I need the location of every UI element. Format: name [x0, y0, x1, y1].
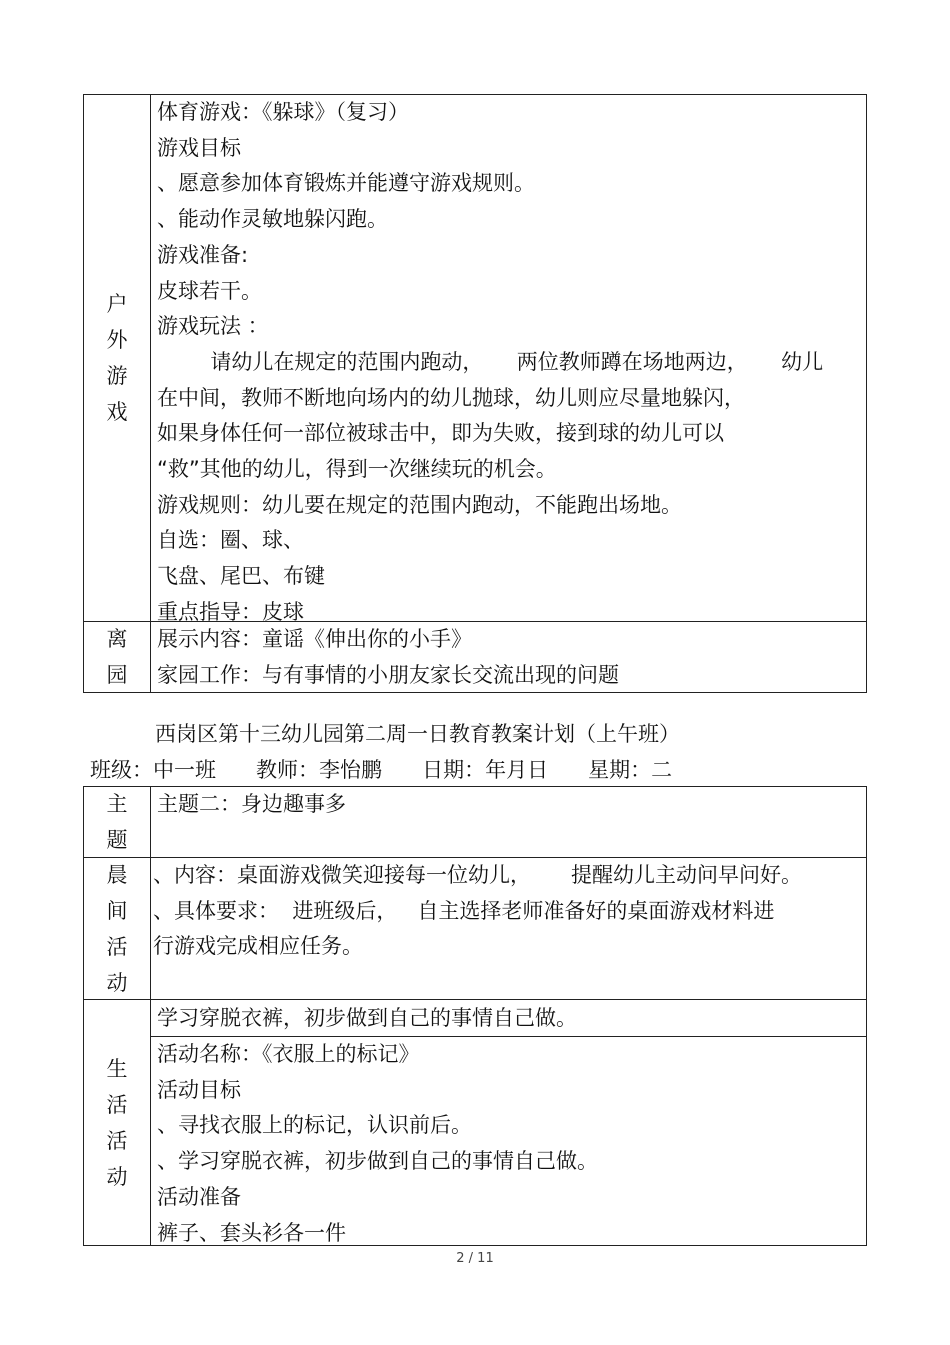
text-line: 皮球若干。: [157, 278, 262, 303]
leave-content: [151, 622, 866, 692]
text-line: 活动名称：《衣服上的标记》: [157, 1042, 420, 1066]
text-line: 活动准备: [157, 1184, 241, 1209]
row-life-activity: [84, 999, 866, 1245]
text-line: 游戏玩法 ：: [157, 314, 269, 339]
text-line: 请幼儿在规定的范围内跑动， 两位教师蹲在场地两边， 幼儿: [157, 349, 824, 374]
text-line: 学习穿脱衣裤，初步做到自己的事情自己做。: [157, 1006, 577, 1030]
text-line: 活动目标: [157, 1077, 241, 1102]
text-line: 如果身体任何一部位被球击中，即为失败，接到球的幼儿可以: [157, 421, 724, 446]
text-line: 、寻找衣服上的标记，认识前后。: [157, 1113, 472, 1138]
text-line: 、内容：桌面游戏微笑迎接每一位幼儿， 提醒幼儿主动问早问好。: [153, 863, 803, 887]
row-morning-activity: [84, 857, 866, 999]
row-leave-kindergarten: [84, 621, 866, 692]
label-outdoor-games: 户 外 游 戏: [84, 95, 151, 621]
label-leave-kindergarten: 离 园: [84, 622, 151, 692]
life-detail-cell: [151, 1036, 866, 1251]
activity-table-2: [83, 786, 867, 1246]
row-outdoor-games: [84, 95, 866, 624]
row-theme: [84, 787, 866, 857]
activity-table-1: [83, 94, 867, 693]
label-morning-activity: 晨 间 活 动: [84, 858, 151, 999]
label-life-activity: 生 活 活 动: [84, 1000, 151, 1245]
text-line: 游戏规则：幼儿要在规定的范围内跑动，不能跑出场地。: [157, 492, 682, 517]
text-line: “救”其他的幼儿，得到一次继续玩的机会。: [157, 457, 557, 482]
text-line: 飞盘、尾巴、布键: [157, 564, 325, 589]
morning-content: [151, 858, 866, 999]
text-line: 、能动作灵敏地躲闪跑。: [157, 207, 388, 232]
text-line: 自选：圈、球、: [157, 528, 304, 553]
page-number: 2 / 11: [456, 1251, 494, 1266]
text-line: 游戏准备:: [157, 242, 249, 267]
plan-title: 西岗区第十三幼儿园第二周一日教育教案计划（上午班）: [155, 722, 680, 746]
text-line: 主题二：身边趣事多: [157, 792, 346, 816]
label-theme: 主 题: [84, 787, 151, 857]
text-line: 裤子、套头衫各一件: [157, 1220, 346, 1245]
text-line: 、具体要求： 进班级后， 自主选择老师准备好的桌面游戏材料进: [153, 898, 775, 923]
text-line: 重点指导：皮球: [157, 599, 304, 624]
outdoor-games-content: [151, 95, 866, 624]
text-line: 游戏目标: [157, 135, 241, 160]
text-line: 、学习穿脱衣裤，初步做到自己的事情自己做。: [157, 1149, 598, 1174]
text-line: 、愿意参加体育锻炼并能遵守游戏规则。: [157, 171, 535, 196]
plan-meta: 班级：中一班 教师：李怡鹏 日期：年月日 星期：二: [90, 758, 673, 782]
text-line: 在中间，教师不断地向场内的幼儿抛球，幼儿则应尽量地躲闪，: [157, 385, 745, 410]
text-line: 展示内容：童谣《伸出你的小手》: [157, 627, 472, 651]
life-goal-cell: [151, 1000, 866, 1036]
text-line: 家园工作：与有事情的小朋友家长交流出现的问题: [157, 662, 619, 687]
text-line: 体育游戏：《躲球》（复习）: [157, 100, 409, 124]
text-line: 行游戏完成相应任务。: [153, 934, 363, 959]
theme-content: [151, 787, 866, 857]
life-activity-cells: [151, 1000, 866, 1245]
